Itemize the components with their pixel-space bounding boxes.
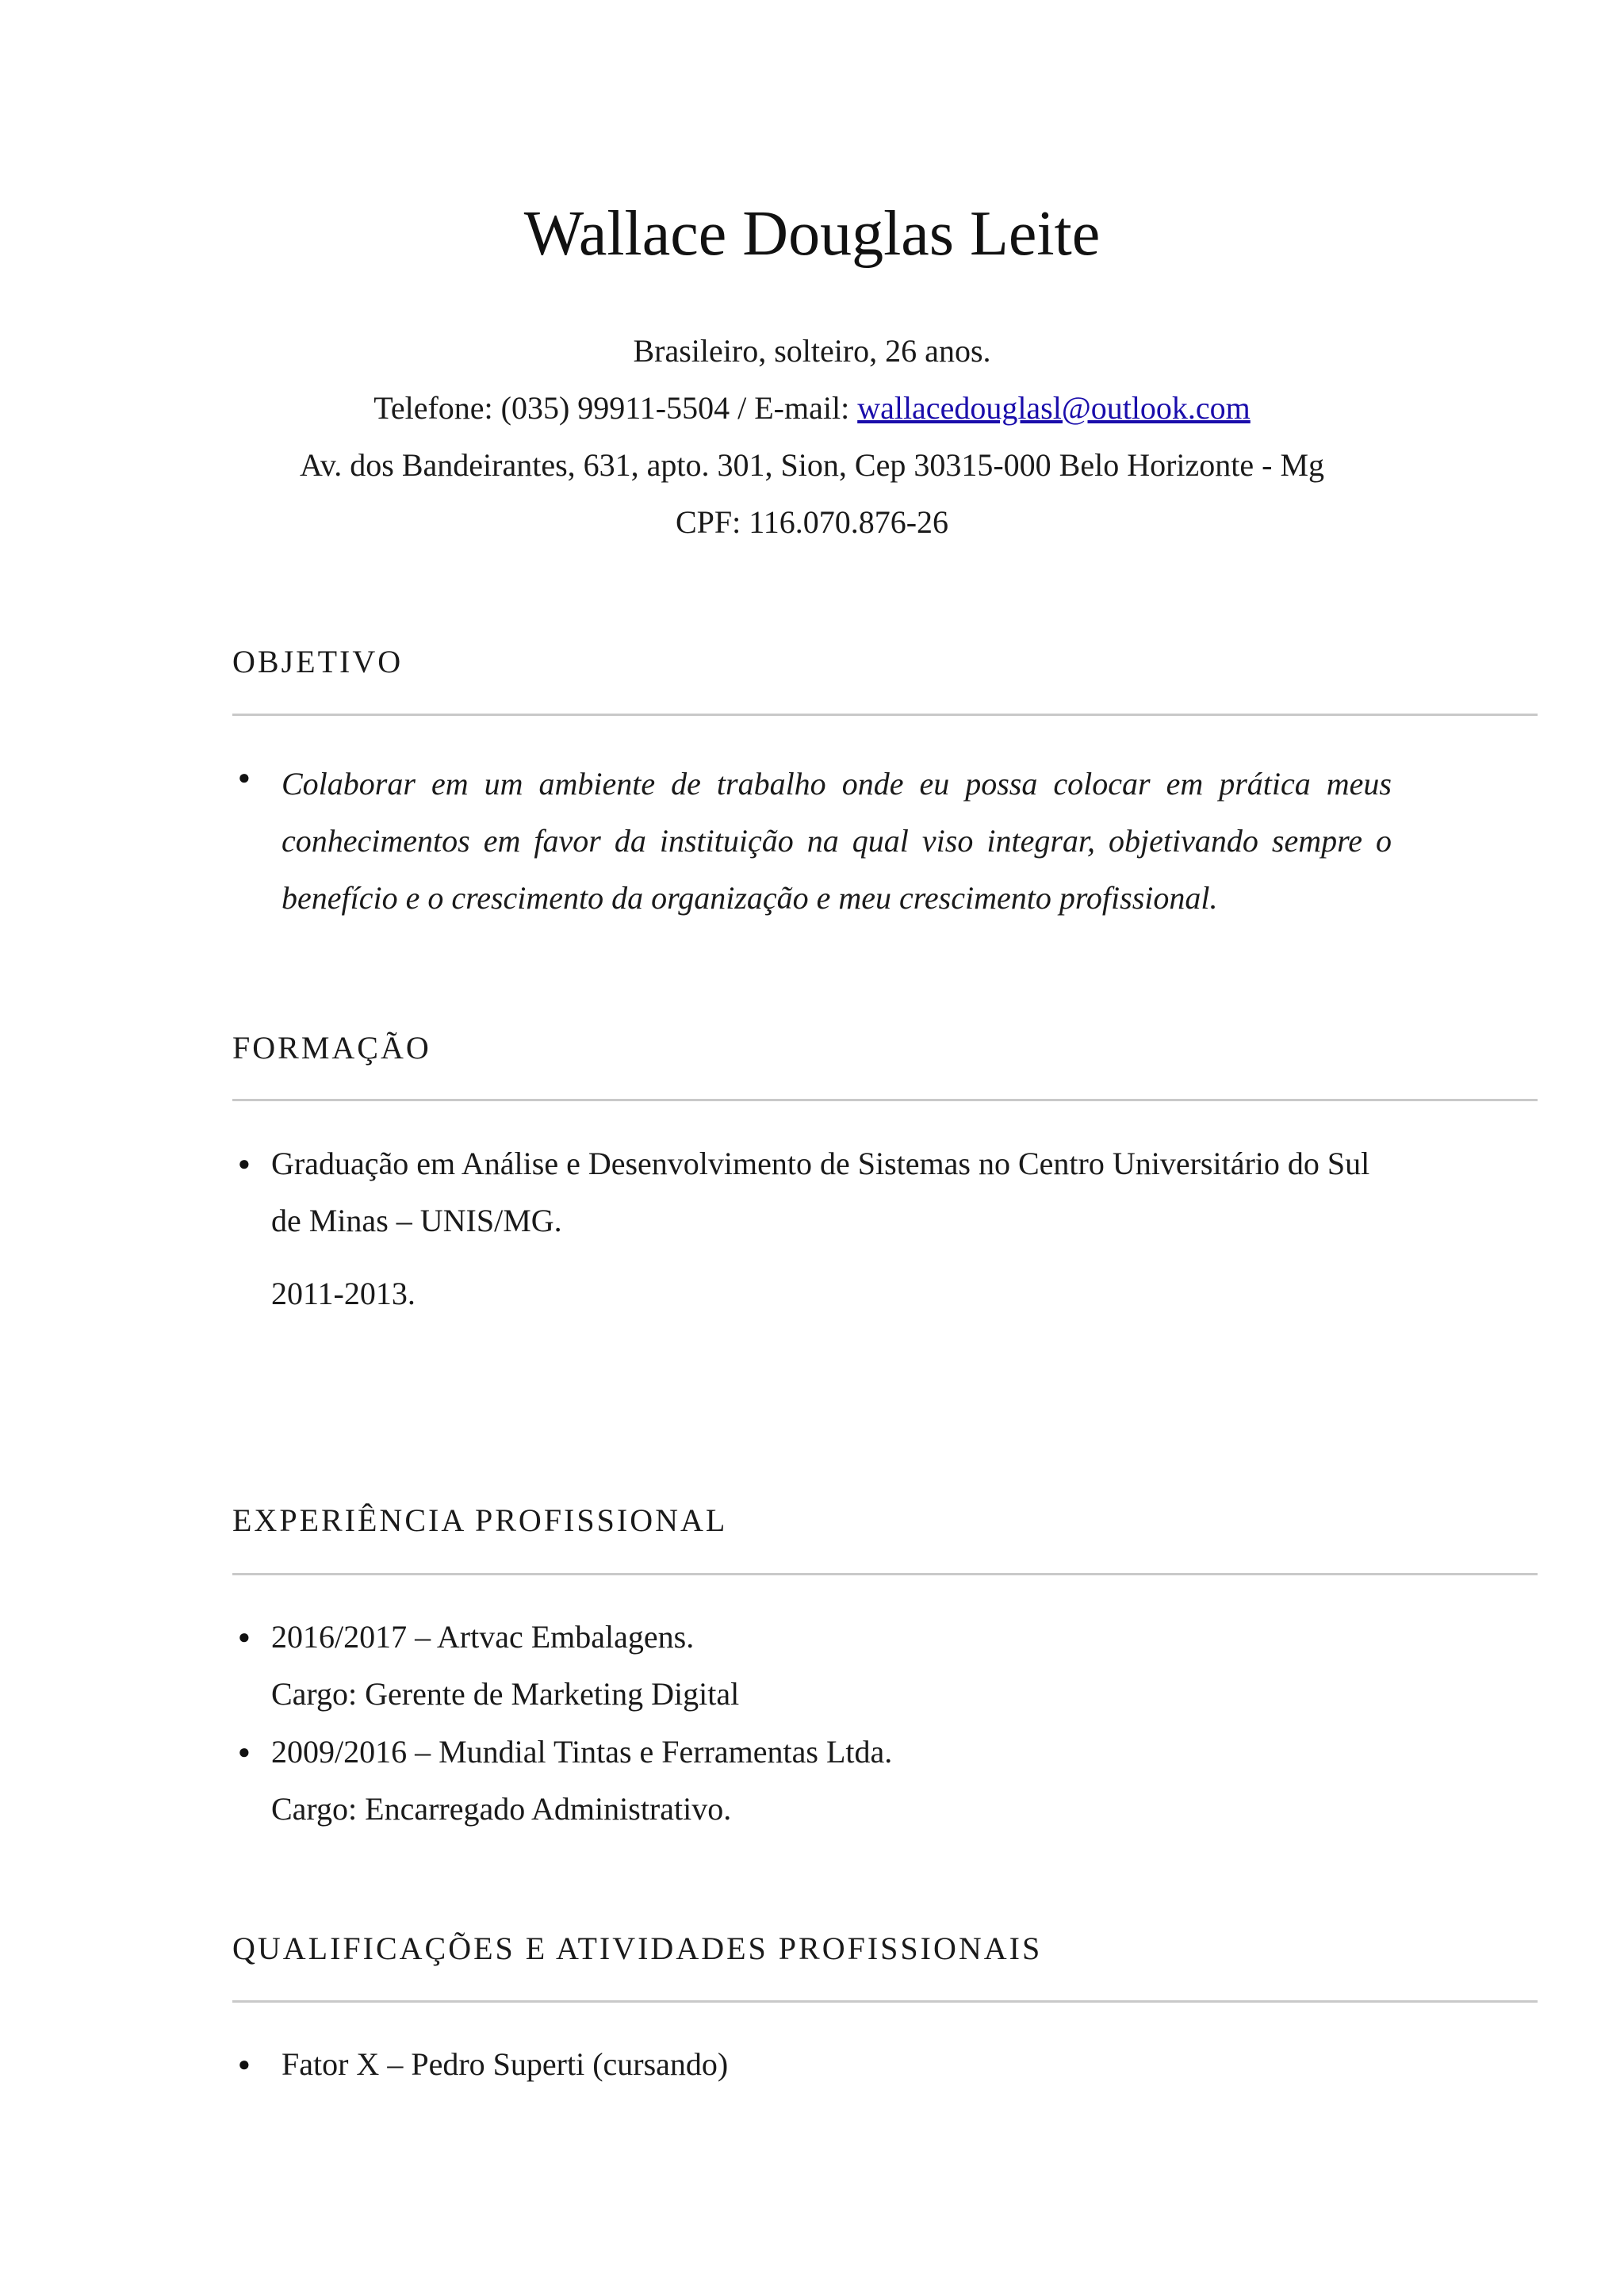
candidate-name: Wallace Douglas Leite [523,199,1101,269]
bullet-icon: ● [238,1740,251,1763]
section-title-formacao: FORMAÇÃO [232,1030,431,1066]
email-link[interactable]: wallacedouglasl@outlook.com [857,390,1251,426]
section-title-experiencia: EXPERIÊNCIA PROFISSIONAL [232,1502,728,1538]
education-period: 2011-2013. [271,1276,416,1311]
bullet-icon: ● [238,2053,251,2076]
section-divider [232,714,1538,716]
phone-email-line [0,388,1624,428]
qualification-item: Fator X – Pedro Superti (cursando) [282,2046,729,2082]
bullet-icon: ● [238,766,251,789]
objective-text: Colaborar em um ambiente de trabalho onde eu possa colocar em prática meus conhecimentos em favor da instituição na qual viso integrar, objetivando sempre o benefício e o crescimento da organização e meu crescimento profissional. [282,766,1392,916]
education-line-2: de Minas – UNIS/MG. [271,1203,562,1238]
bullet-icon: ● [238,1152,251,1175]
section-title-objetivo: OBJETIVO [232,644,404,679]
section-title-qualificacoes: QUALIFICAÇÕES E ATIVIDADES PROFISSIONAIS [232,1931,1043,1966]
experience-company: 2016/2017 – Artvac Embalagens. [271,1619,695,1655]
section-divider [232,2000,1538,2003]
section-divider [232,1573,1538,1575]
personal-info: Brasileiro, solteiro, 26 anos. [633,333,991,369]
education-line-1: Graduação em Análise e Desenvolvimento de Sistemas no Centro Universitário do Sul [271,1146,1370,1181]
experience-role: Cargo: Gerente de Marketing Digital [271,1676,740,1712]
address-line: Av. dos Bandeirantes, 631, apto. 301, Sion, Cep 30315-000 Belo Horizonte - Mg [299,447,1325,483]
section-divider [232,1099,1538,1101]
bullet-icon: ● [238,1625,251,1648]
phone-label: Telefone: (035) 99911-5504 / E-mail: [373,390,858,426]
experience-company: 2009/2016 – Mundial Tintas e Ferramentas Ltda. [271,1734,893,1770]
experience-role: Cargo: Encarregado Administrativo. [271,1791,732,1827]
cpf-line: CPF: 116.070.876-26 [675,504,949,540]
